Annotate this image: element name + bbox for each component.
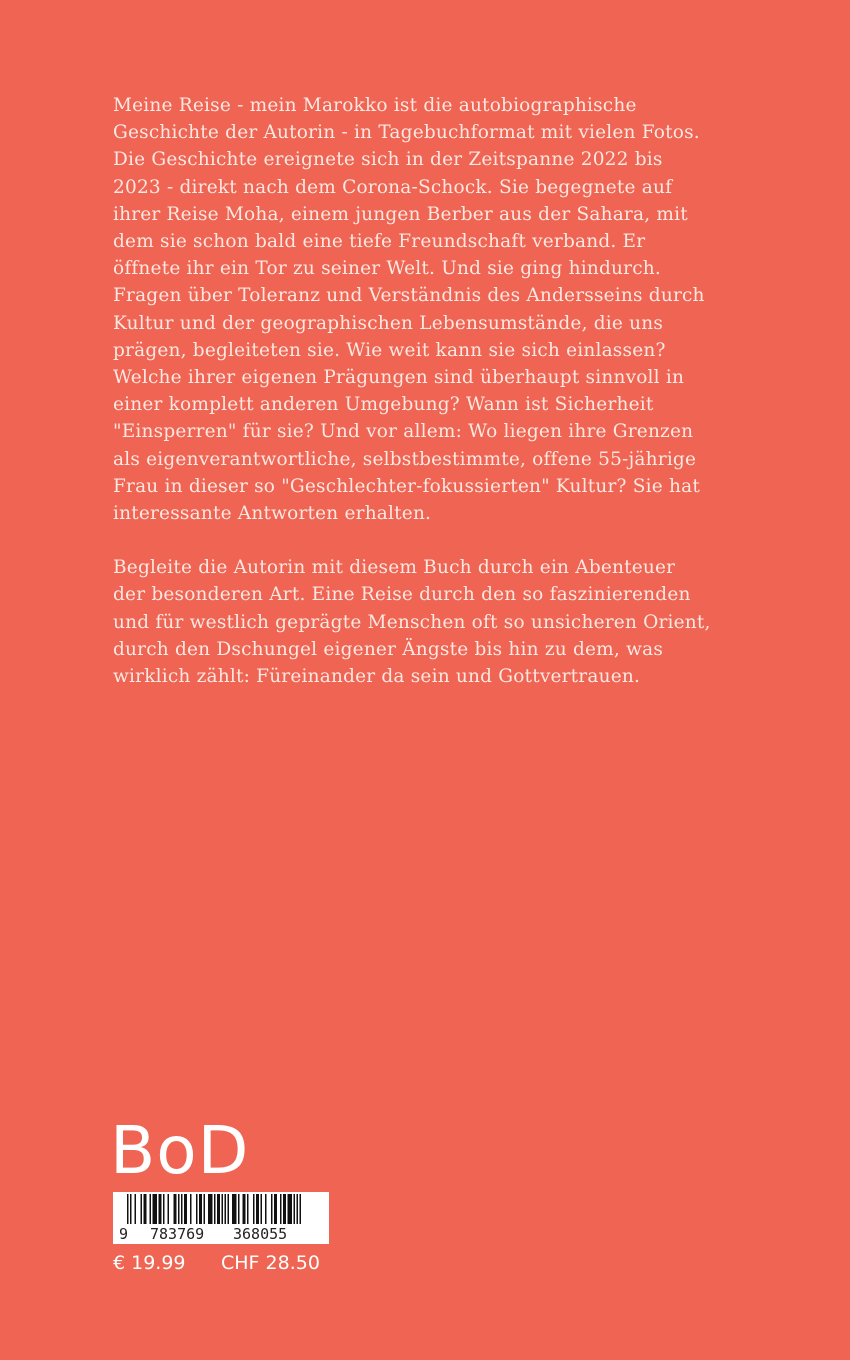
back-cover-blurb xyxy=(113,92,713,690)
blurb-paragraph-1: Meine Reise - mein Marokko ist die autobiographische Geschichte der Autorin - in Tagebuchformat mit vielen Fotos. Die Geschichte ereignete sich in der Zeitspanne 2022 bis 2023 - direkt nach dem Corona-Schock. Sie begegnete auf ihrer Reise Moha, einem jungen Berber aus der Sahara, mit dem sie schon bald eine tiefe Freundschaft verband. Er öffnete ihr ein Tor zu seiner Welt. Und sie ging hindurch. Fragen über Toleranz und Verständnis des Andersseins durch Kultur und der geographischen Lebensumstände, die uns prägen, begleiteten sie. Wie weit kann sie sich einlassen? Welche ihrer eigenen Prägungen sind überhaupt sinnvoll in einer komplett anderen Umgebung? Wann ist Sicherheit "Einsperren" für sie? Und vor allem: Wo liegen ihre Grenzen als eigenverantwortliche, selbstbestimmte, offene 55-jährige Frau in dieser so "Geschlechter-fokussierten" Kultur? Sie hat interessante Antworten erhalten. xyxy=(113,95,705,525)
price-eur: € 19.99 xyxy=(113,1252,186,1274)
isbn-barcode xyxy=(113,1192,329,1244)
isbn-group-2: 368055 xyxy=(233,1225,288,1243)
barcode-bars xyxy=(113,1192,329,1226)
isbn-group-1: 783769 xyxy=(150,1225,205,1243)
blurb-paragraph-2: Begleite die Autorin mit diesem Buch durch ein Abenteuer der besonderen Art. Eine Reise durch den so faszinierenden und für westlich geprägte Menschen oft so unsicheren Orient, durch den Dschungel eigener Ängste bis hin zu dem, was wirklich zählt: Füreinander da sein und Gottvertrauen. xyxy=(113,557,711,688)
publisher-logo: BoD xyxy=(110,1112,250,1189)
isbn-first-digit: 9 xyxy=(119,1225,129,1243)
price-chf: CHF 28.50 xyxy=(221,1252,320,1274)
